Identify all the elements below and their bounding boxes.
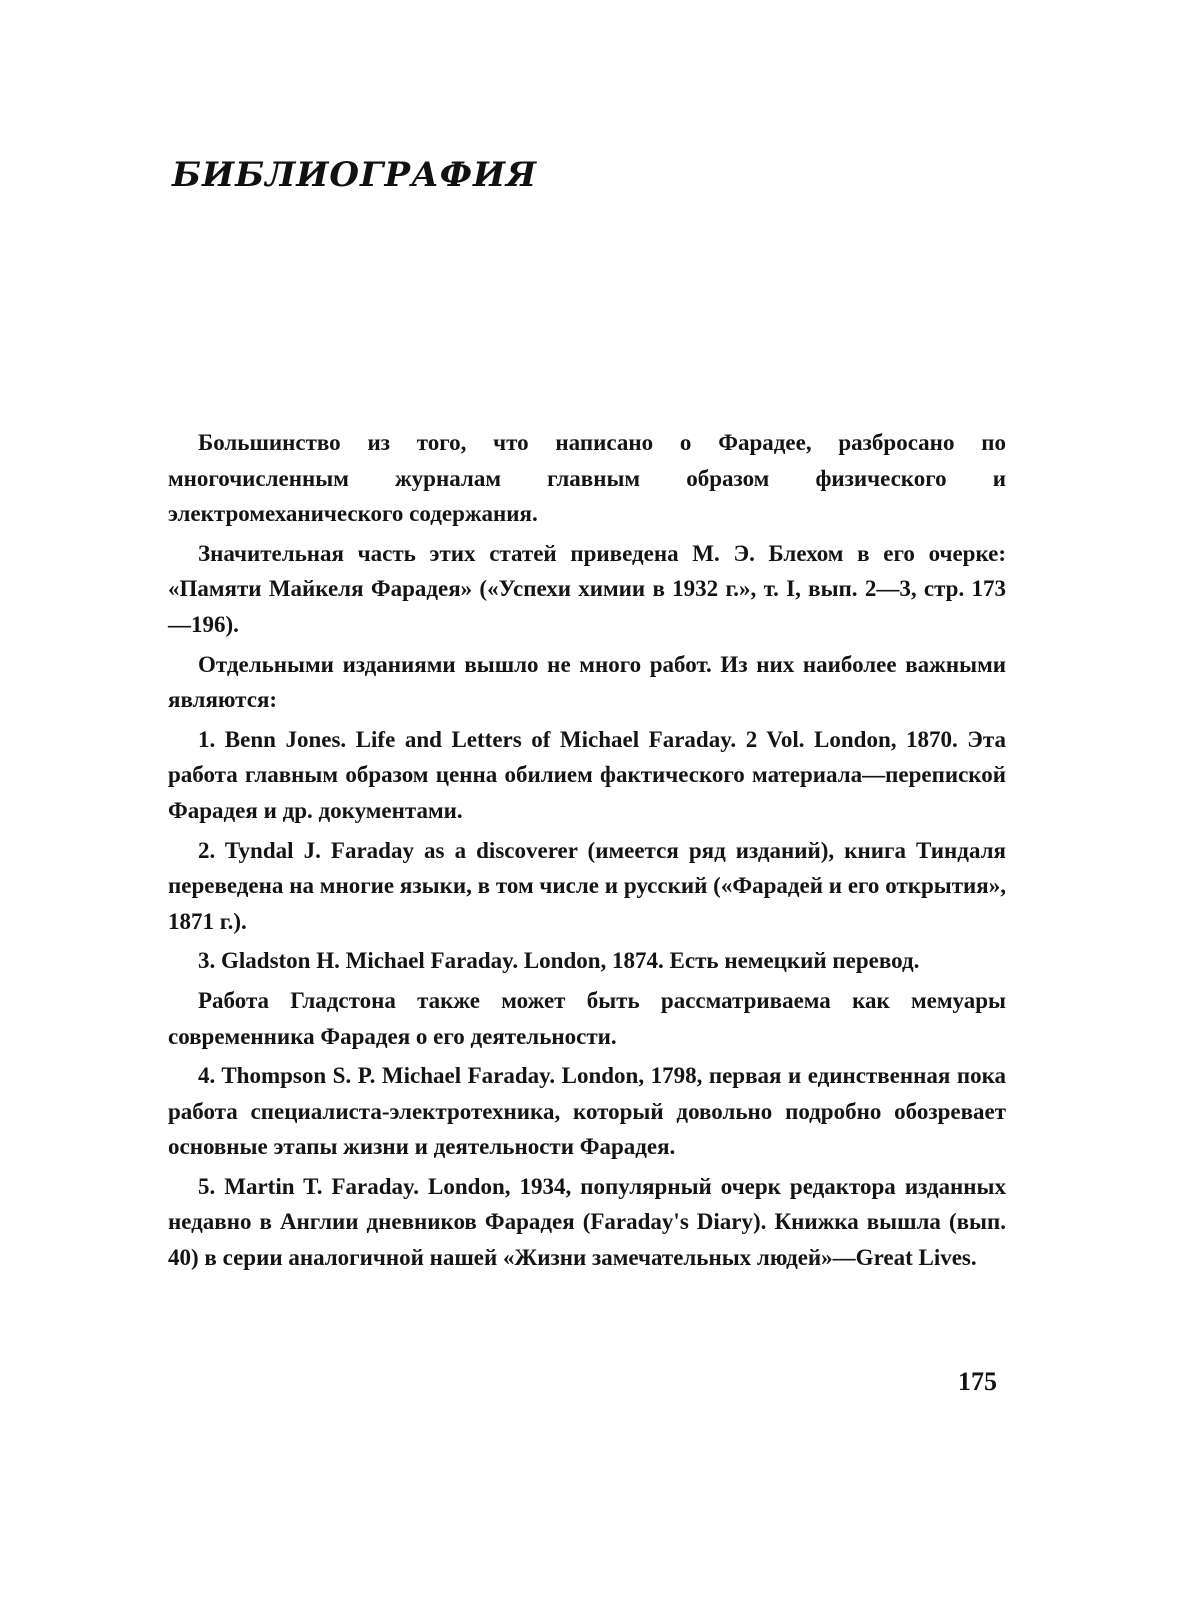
bibliography-item-4: 4. Thompson S. P. Michael Faraday. London, 1798, первая и единственная пока работа специалиста-электротехника, который довольно подробно обозревает основные этапы жизни и деятельности Фарадея.	[168, 1058, 1006, 1165]
chapter-title: БИБЛИОГРАФИЯ	[172, 155, 537, 195]
bibliography-item-5: 5. Martin T. Faraday. London, 1934, популярный очерк редактора изданных недавно в Англии дневников Фарадея (Faraday's Diary). Книжка вышла (вып. 40) в серии аналогичной нашей «Жизни замечательных людей»—Great Lives.	[168, 1169, 1006, 1276]
paragraph-gladston-note: Работа Гладстона также может быть рассматриваема как мемуары современника Фарадея о его деятельности.	[168, 983, 1006, 1054]
bibliography-body	[168, 425, 1006, 1280]
bibliography-item-1: 1. Benn Jones. Life and Letters of Michael Faraday. 2 Vol. London, 1870. Эта работа главным образом ценна обилием фактического материала—перепиской Фарадея и др. документами.	[168, 722, 1006, 829]
page-number: 175	[958, 1367, 997, 1397]
paragraph-intro: Большинство из того, что написано о Фарадее, разбросано по многочисленным журналам главным образом физического и электромеханического содержания.	[168, 425, 1006, 532]
bibliography-item-2: 2. Tyndal J. Faraday as a discoverer (имеется ряд изданий), книга Тиндаля переведена на многие языки, в том числе и русский («Фарадей и его открытия», 1871 г.).	[168, 833, 1006, 940]
paragraph-blekh: Значительная часть этих статей приведена М. Э. Блехом в его очерке: «Памяти Майкеля Фарадея» («Успехи химии в 1932 г.», т. I, вып. 2—3, стр. 173—196).	[168, 536, 1006, 643]
bibliography-item-3: 3. Gladston H. Michael Faraday. London, 1874. Есть немецкий перевод.	[168, 943, 1006, 979]
book-page	[0, 0, 1200, 1600]
paragraph-separate-editions: Отдельными изданиями вышло не много работ. Из них наиболее важными являются:	[168, 647, 1006, 718]
